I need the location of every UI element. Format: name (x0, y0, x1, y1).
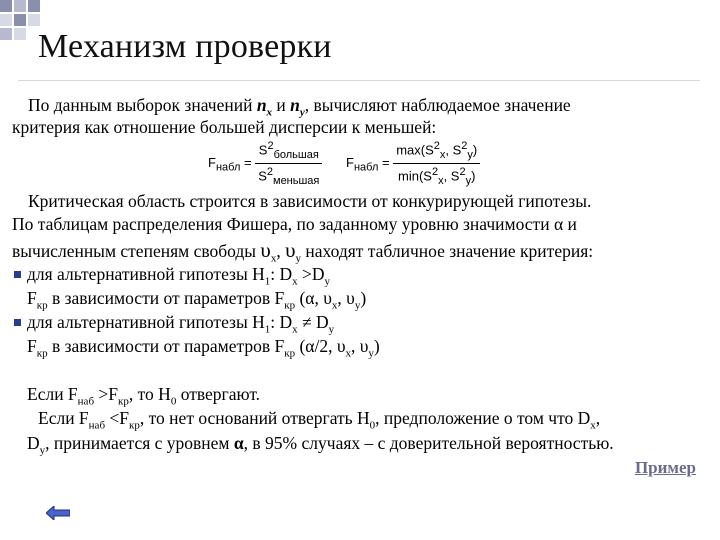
bullet-marker (14, 271, 21, 278)
paragraph-2-line-1: Критическая область строится в зависимости от конкурирующей гипотезы. (28, 191, 592, 211)
bullet-2-line-1: для альтернативной гипотезы $H_1$: $D_x \ne D_y$ (27, 312, 335, 336)
bullet-1-line-2: $F_{кр}$ в зависимости от параметров $F_{кр}$ (α, $\upsilon_x$, $\upsilon_y$) (27, 288, 367, 312)
paragraph-2-line-3: вычисленным степеням свободы $\upsilon_x$, $\upsilon_y$ находят табличное значение критерия: (12, 238, 594, 265)
conclusion-line-1: Если $F_{наб} >F_{кр}$, то $H_0$ отвергают. (27, 384, 261, 408)
title-divider (18, 80, 700, 81)
conclusion-line-2: Если $F_{наб} <F_{кр}$, то нет оснований отвергать $H_0$, предположение о том что $D_x$, (38, 408, 601, 432)
conclusion-line-3: $D_y$, принимается с уровнем α, в 95% случаях – с доверительной вероятностью. (27, 433, 614, 457)
formula-f-observed-maxmin: $F_{набл}$ = $\frac{\max(S^2_x, S^2_y)}{\min(S^2_x, S^2_y)}$ (346, 140, 480, 187)
left-arrow-icon[interactable] (46, 506, 70, 525)
example-link[interactable]: Пример (634, 458, 696, 477)
bullet-2-line-2: $F_{кр}$ в зависимости от параметров $F_{кр}$ (α/2, $\upsilon_x$, $\upsilon_y$) (27, 336, 380, 360)
slide-title: Механизм проверки (38, 28, 332, 65)
bullet-marker (14, 319, 21, 326)
formula-f-observed: $F_{набл}$ = $\frac{S^2_{большая}}{S^2_{меньшая}}$ (208, 140, 322, 187)
paragraph-1-line-1: По данным выборок значений $n_x$ и $n_y$, вычисляют наблюдаемое значение (28, 95, 571, 119)
paragraph-2-line-2: По таблицам распределения Фишера, по заданному уровню значимости α и (12, 214, 577, 234)
paragraph-1-line-2: критерия как отношение большей дисперсии к меньшей: (12, 117, 437, 137)
bullet-1-line-1: для альтернативной гипотезы $H_1$: $D_x >D_y$ (27, 264, 331, 288)
